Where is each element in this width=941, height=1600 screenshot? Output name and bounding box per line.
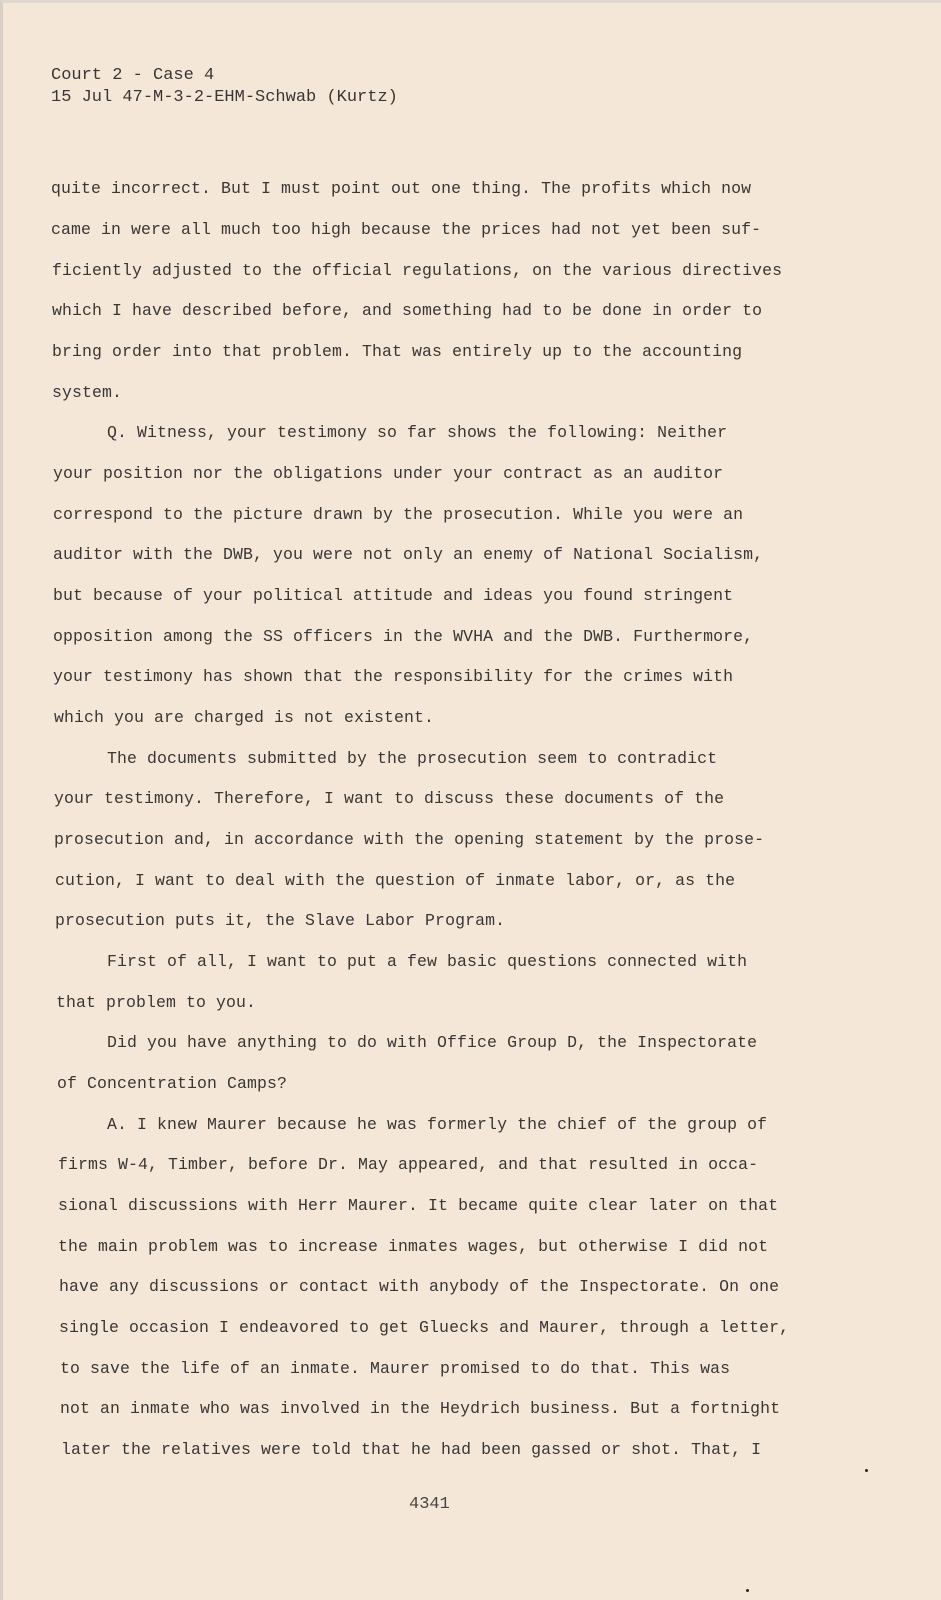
ink-speck [746,1589,749,1592]
text-line: later the relatives were told that he had been gassed or shot. That, I [61,1440,762,1459]
text-line: A. I knew Maurer because he was formerly the chief of the group of [107,1115,768,1134]
text-line: Did you have anything to do with Office Group D, the Inspectorate [107,1033,758,1052]
text-line: correspond to the picture drawn by the prosecution. While you were an [53,505,744,524]
text-line: sional discussions with Herr Maurer. It became quite clear later on that [58,1196,779,1215]
text-line: prosecution and, in accordance with the opening statement by the prose- [54,830,765,849]
text-line: bring order into that problem. That was entirely up to the accounting [52,342,743,361]
text-line: came in were all much too high because the prices had not yet been suf- [51,220,762,239]
text-line: your position nor the obligations under your contract as an auditor [53,464,724,483]
text-line: your testimony. Therefore, I want to discuss these documents of the [54,789,725,808]
text-line: auditor with the DWB, you were not only an enemy of National Socialism, [53,545,764,564]
page-number: 4341 [409,1495,450,1514]
text-line: quite incorrect. But I must point out one thing. The profits which now [51,179,752,198]
ink-speck [865,1469,868,1472]
text-line: opposition among the SS officers in the WVHA and the DWB. Furthermore, [53,627,754,646]
text-line: to save the life of an inmate. Maurer promised to do that. This was [60,1359,731,1378]
text-line: which you are charged is not existent. [54,708,435,727]
text-line: prosecution puts it, the Slave Labor Program. [55,911,506,930]
text-line: The documents submitted by the prosecution seem to contradict [107,749,718,768]
case-header-court: Court 2 - Case 4 [51,66,215,85]
text-line: your testimony has shown that the responsibility for the crimes with [53,667,734,686]
text-line: the main problem was to increase inmates wages, but otherwise I did not [58,1237,769,1256]
text-line: cution, I want to deal with the question of inmate labor, or, as the [55,871,736,890]
case-header [51,65,398,109]
text-line: First of all, I want to put a few basic questions connected with [107,952,748,971]
text-line: not an inmate who was involved in the Heydrich business. But a fortnight [60,1399,781,1418]
text-line: single occasion I endeavored to get Gluecks and Maurer, through a letter, [59,1318,790,1337]
text-line: which I have described before, and something had to be done in order to [52,301,763,320]
case-header-reference: 15 Jul 47-M-3-2-EHM-Schwab (Kurtz) [51,88,398,107]
text-line: firms W-4, Timber, before Dr. May appeared, and that resulted in occa- [58,1155,759,1174]
text-line: system. [52,383,123,402]
text-line: Q. Witness, your testimony so far shows the following: Neither [107,423,728,442]
text-line: that problem to you. [56,993,257,1012]
text-line: but because of your political attitude and ideas you found stringent [53,586,734,605]
text-line: have any discussions or contact with anybody of the Inspectorate. On one [59,1277,780,1296]
text-line: of Concentration Camps? [57,1074,288,1093]
text-line: ficiently adjusted to the official regulations, on the various directives [52,261,783,280]
